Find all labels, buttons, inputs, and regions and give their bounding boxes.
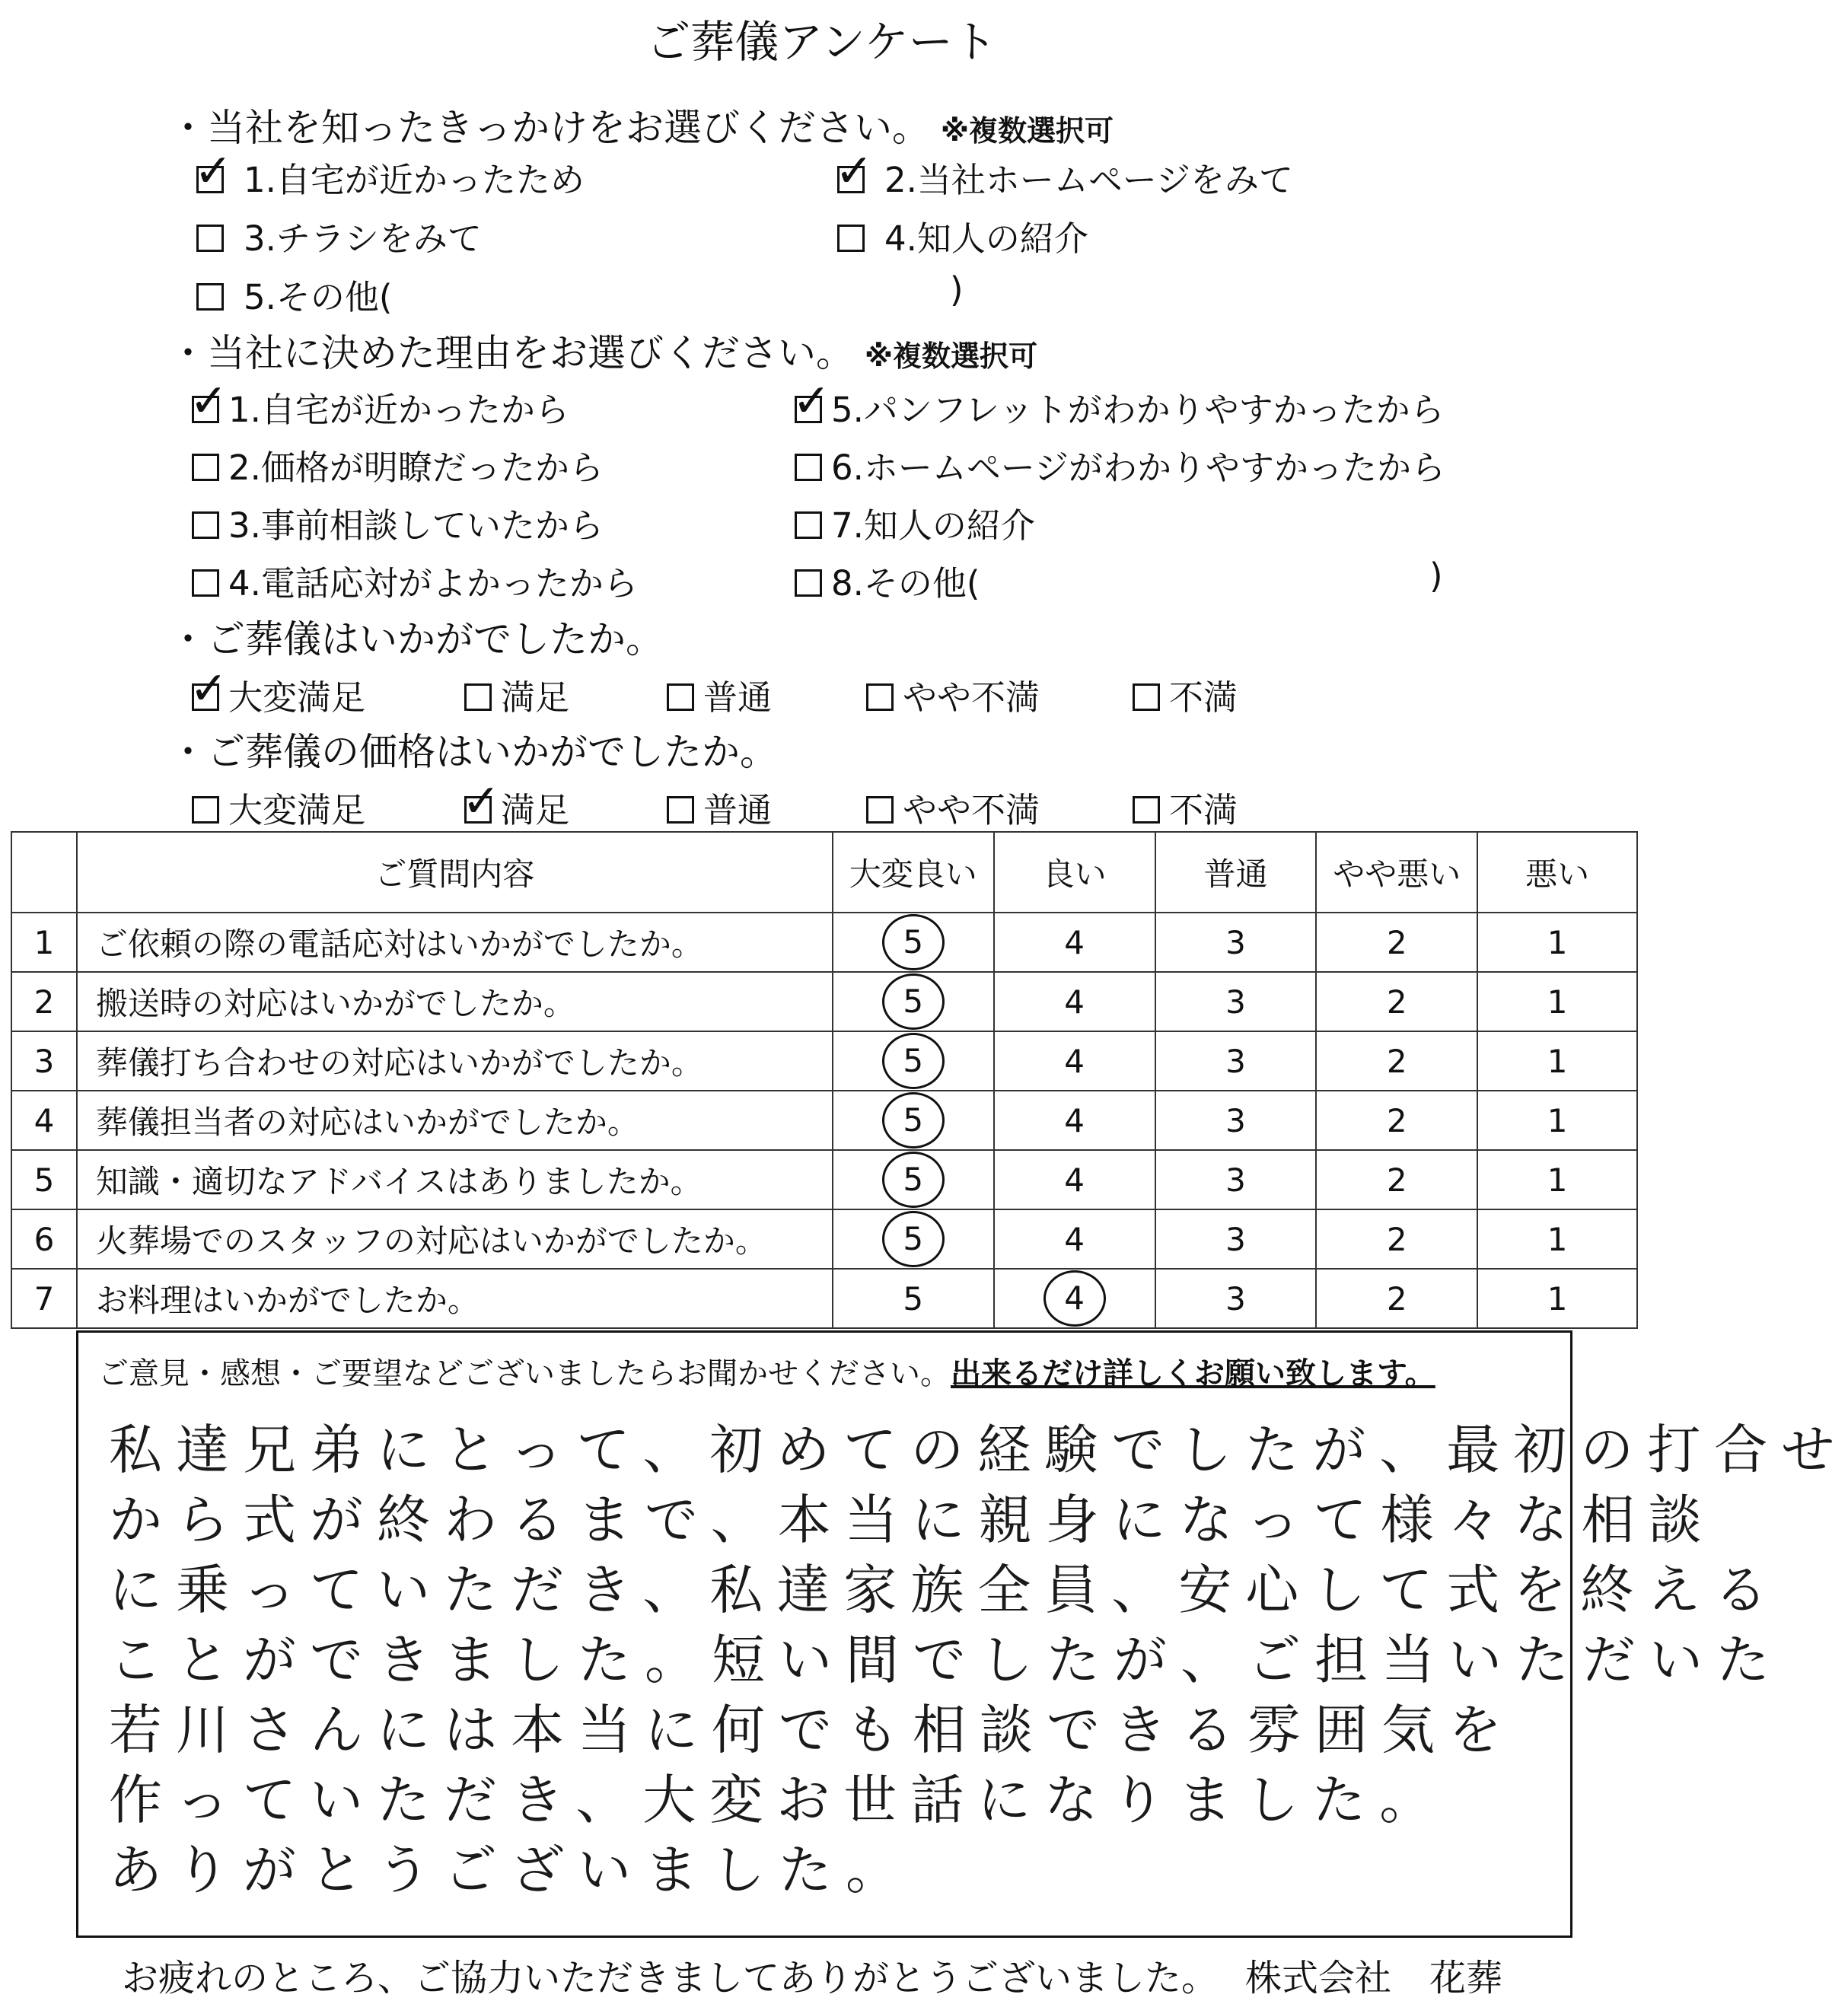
handwritten-line: 作っていただき、大変お世話になりました。 xyxy=(109,1769,1447,1831)
q1-option-2[interactable] xyxy=(835,145,1294,202)
question-2-text: ・当社に決めた理由をお選びください。 xyxy=(169,331,854,375)
checkbox[interactable] xyxy=(795,569,822,597)
row-question: 火葬場でのスタッフの対応はいかがでしたか。 xyxy=(77,1209,833,1269)
score-cell[interactable] xyxy=(994,1031,1155,1091)
comment-prompt xyxy=(98,1349,1435,1393)
q3-option-average[interactable] xyxy=(667,670,772,719)
q2-option-5[interactable] xyxy=(792,374,1445,432)
row-number: 4 xyxy=(11,1091,77,1150)
checkbox[interactable] xyxy=(795,454,822,481)
score-cell[interactable] xyxy=(1155,1031,1317,1091)
q1-option-4[interactable] xyxy=(837,211,1088,260)
q1-other-close-paren: ) xyxy=(950,269,964,310)
q3-option-dissatisfied[interactable] xyxy=(1133,670,1238,719)
question-2-label xyxy=(169,323,1037,378)
score-cell[interactable] xyxy=(833,913,994,972)
question-1-label xyxy=(169,97,1114,152)
q2-option-4[interactable] xyxy=(192,556,638,605)
comment-prompt-text: ご意見・感想・ご要望などございましたらお聞かせください。 xyxy=(98,1356,951,1391)
option-label: 満足 xyxy=(501,677,570,718)
header-question: ご質問内容 xyxy=(77,832,833,913)
option-label: 5.その他( xyxy=(244,277,393,317)
option-label: 大変満足 xyxy=(228,677,366,718)
q2-option-7[interactable] xyxy=(795,498,1035,547)
option-label: 5.パンフレットがわかりやすかったから xyxy=(831,390,1445,430)
score-cell[interactable] xyxy=(833,1150,994,1209)
option-label: 2.価格が明瞭だったから xyxy=(228,448,604,488)
check-mark-icon: ✓ xyxy=(462,775,501,828)
score-option: 1 xyxy=(1547,1101,1568,1139)
score-cell[interactable] xyxy=(833,972,994,1031)
score-option: 3 xyxy=(1225,923,1246,961)
score-cell[interactable] xyxy=(1477,1091,1637,1150)
row-question: お料理はいかがでしたか。 xyxy=(77,1269,833,1328)
table-row xyxy=(11,1209,1637,1269)
check-mark-icon: ✓ xyxy=(792,374,831,428)
score-cell[interactable] xyxy=(1316,913,1477,972)
footer-company-name: 花葬 xyxy=(1429,1957,1503,1999)
selected-score: 5 xyxy=(882,1211,945,1267)
checkbox[interactable] xyxy=(1133,796,1160,824)
q4-option-very-satisfied[interactable] xyxy=(192,782,365,832)
checkbox[interactable] xyxy=(190,662,228,715)
q3-option-very-satisfied[interactable] xyxy=(190,662,366,719)
option-label: 3.チラシをみて xyxy=(244,218,482,259)
checkbox[interactable] xyxy=(464,683,492,711)
handwritten-line: 私達兄弟にとって、初めての経験でしたが、最初の打合せ xyxy=(109,1419,1848,1481)
score-option: 3 xyxy=(1225,1042,1246,1080)
score-cell[interactable] xyxy=(1316,1209,1477,1269)
score-option: 4 xyxy=(1064,1161,1085,1199)
header-number xyxy=(11,832,77,913)
q4-option-dissatisfied[interactable] xyxy=(1133,782,1238,832)
question-3-label: ・ご葬儀はいかがでしたか。 xyxy=(169,617,664,661)
score-option: 4 xyxy=(1064,1101,1085,1139)
option-label: 1.自宅が近かったから xyxy=(228,390,569,430)
checkbox[interactable] xyxy=(196,283,224,311)
q3-option-somewhat-dissatisfied[interactable] xyxy=(866,670,1040,719)
q2-other-close-paren: ) xyxy=(1429,556,1443,596)
score-option: 1 xyxy=(1547,1279,1568,1317)
score-cell[interactable] xyxy=(833,1091,994,1150)
option-label: 大変満足 xyxy=(228,790,366,830)
row-number: 7 xyxy=(11,1269,77,1328)
score-option: 2 xyxy=(1386,1042,1407,1080)
option-label: 4.電話応対がよかったから xyxy=(228,563,638,604)
option-label: 普通 xyxy=(703,677,773,718)
option-label: 満足 xyxy=(501,790,570,830)
handwritten-line: から式が終わるまで、本当に親身になって様々な相談 xyxy=(109,1489,1716,1551)
comment-prompt-emphasis: 出来るだけ詳しくお願い致します。 xyxy=(951,1356,1435,1391)
score-cell[interactable] xyxy=(994,1091,1155,1150)
checkbox[interactable] xyxy=(190,374,228,428)
score-cell[interactable] xyxy=(1316,1091,1477,1150)
score-option: 4 xyxy=(1064,983,1085,1021)
score-cell[interactable] xyxy=(1155,1269,1317,1328)
checkbox[interactable] xyxy=(835,145,874,198)
q4-option-satisfied[interactable] xyxy=(462,775,570,832)
score-cell[interactable] xyxy=(1155,972,1317,1031)
score-option: 4 xyxy=(1064,1220,1085,1258)
header-average: 普通 xyxy=(1155,832,1317,913)
row-number: 2 xyxy=(11,972,77,1031)
q1-option-3[interactable] xyxy=(196,211,482,260)
row-question: 葬儀打ち合わせの対応はいかがでしたか。 xyxy=(77,1031,833,1091)
score-option: 1 xyxy=(1547,1220,1568,1258)
row-number: 3 xyxy=(11,1031,77,1091)
row-question: 知識・適切なアドバイスはありましたか。 xyxy=(77,1150,833,1209)
score-option: 1 xyxy=(1547,983,1568,1021)
option-label: 不満 xyxy=(1169,790,1238,830)
q3-option-satisfied[interactable] xyxy=(464,670,569,719)
score-cell[interactable] xyxy=(1316,1269,1477,1328)
score-option: 2 xyxy=(1386,1161,1407,1199)
header-somewhat-bad: やや悪い xyxy=(1316,832,1477,913)
question-2-note: ※複数選択可 xyxy=(865,339,1037,373)
score-option: 5 xyxy=(903,1279,924,1317)
checkbox[interactable] xyxy=(792,374,831,428)
table-row xyxy=(11,972,1637,1031)
score-cell[interactable] xyxy=(833,1269,994,1328)
score-cell[interactable] xyxy=(1477,972,1637,1031)
option-label: 普通 xyxy=(703,790,773,830)
score-option: 1 xyxy=(1547,1042,1568,1080)
score-cell[interactable] xyxy=(833,1209,994,1269)
selected-score: 5 xyxy=(882,1092,945,1149)
row-number: 1 xyxy=(11,913,77,972)
checkbox[interactable] xyxy=(196,225,224,252)
selected-score: 5 xyxy=(882,1152,945,1208)
q2-option-2[interactable] xyxy=(192,440,604,489)
score-option: 4 xyxy=(1064,1042,1085,1080)
selected-score: 4 xyxy=(1043,1270,1106,1327)
q2-option-6[interactable] xyxy=(795,440,1445,489)
option-label: 3.事前相談していたから xyxy=(228,505,604,546)
footer-company: 株式会社 xyxy=(1245,1957,1392,1999)
row-question: ご依頼の際の電話応対はいかがでしたか。 xyxy=(77,913,833,972)
q4-option-somewhat-dissatisfied[interactable] xyxy=(866,782,1040,832)
score-cell[interactable] xyxy=(1155,1209,1317,1269)
check-mark-icon: ✓ xyxy=(190,374,228,428)
score-cell[interactable] xyxy=(994,972,1155,1031)
score-cell[interactable] xyxy=(994,1269,1155,1328)
score-option: 3 xyxy=(1225,1101,1246,1139)
option-label: 7.知人の紹介 xyxy=(831,505,1035,546)
check-mark-icon: ✓ xyxy=(194,145,233,198)
option-label: 8.その他( xyxy=(831,563,980,604)
handwritten-line: ことができました。短い間でしたが、ご担当いただいた xyxy=(109,1629,1783,1691)
table-row xyxy=(11,1150,1637,1209)
q1-option-1[interactable] xyxy=(194,145,585,202)
question-1-note: ※複数選択可 xyxy=(941,114,1114,148)
checkbox[interactable] xyxy=(837,225,865,252)
checkbox[interactable] xyxy=(866,683,894,711)
score-option: 1 xyxy=(1547,923,1568,961)
option-label: やや不満 xyxy=(903,677,1040,718)
option-label: 2.当社ホームページをみて xyxy=(884,160,1294,200)
row-number: 6 xyxy=(11,1209,77,1269)
checkbox[interactable] xyxy=(795,511,822,539)
score-cell[interactable] xyxy=(1316,1150,1477,1209)
score-cell[interactable] xyxy=(1316,972,1477,1031)
table-row xyxy=(11,1269,1637,1328)
score-cell[interactable] xyxy=(1477,1031,1637,1091)
score-cell[interactable] xyxy=(1477,1150,1637,1209)
checkbox[interactable] xyxy=(866,796,894,824)
handwritten-line: ありがとうございました。 xyxy=(109,1839,913,1901)
option-label: 不満 xyxy=(1169,677,1238,718)
score-cell[interactable] xyxy=(1316,1031,1477,1091)
header-good: 良い xyxy=(994,832,1155,913)
handwritten-line: 若川さんには本当に何でも相談できる雰囲気を xyxy=(109,1699,1515,1761)
checkbox[interactable] xyxy=(462,775,501,828)
score-cell[interactable] xyxy=(994,913,1155,972)
header-bad: 悪い xyxy=(1477,832,1637,913)
selected-score: 5 xyxy=(882,973,945,1030)
checkbox[interactable] xyxy=(667,796,694,824)
checkbox[interactable] xyxy=(192,569,219,597)
table-header-row xyxy=(11,832,1637,913)
q2-option-8[interactable] xyxy=(795,556,980,605)
row-number: 5 xyxy=(11,1150,77,1209)
score-option: 2 xyxy=(1386,923,1407,961)
row-question: 葬儀担当者の対応はいかがでしたか。 xyxy=(77,1091,833,1150)
score-cell[interactable] xyxy=(1155,913,1317,972)
score-option: 1 xyxy=(1547,1161,1568,1199)
option-label: 4.知人の紹介 xyxy=(884,218,1088,259)
check-mark-icon: ✓ xyxy=(835,145,874,198)
score-cell[interactable] xyxy=(1155,1091,1317,1150)
q2-option-1[interactable] xyxy=(190,374,569,432)
checkbox[interactable] xyxy=(192,454,219,481)
comment-box xyxy=(76,1330,1848,1938)
option-label: 6.ホームページがわかりやすかったから xyxy=(831,448,1446,488)
score-cell[interactable] xyxy=(1477,913,1637,972)
score-cell[interactable] xyxy=(994,1209,1155,1269)
checkbox[interactable] xyxy=(192,511,219,539)
q4-option-average[interactable] xyxy=(667,782,772,832)
footer-thanks: お疲れのところ、ご協力いただきましてありがとうございました。 xyxy=(122,1957,1219,1999)
score-option: 2 xyxy=(1386,1101,1407,1139)
question-1-text: ・当社を知ったきっかけをお選びください。 xyxy=(169,106,930,150)
score-cell[interactable] xyxy=(1155,1150,1317,1209)
option-label: やや不満 xyxy=(903,790,1040,830)
table-row xyxy=(11,1031,1637,1091)
score-cell[interactable] xyxy=(1477,1209,1637,1269)
table-row xyxy=(11,913,1637,972)
checkbox[interactable] xyxy=(667,683,694,711)
table-row xyxy=(11,1091,1637,1150)
row-question: 搬送時の対応はいかがでしたか。 xyxy=(77,972,833,1031)
checkbox[interactable] xyxy=(194,145,233,198)
question-4-label: ・ご葬儀の価格はいかがでしたか。 xyxy=(169,730,778,774)
score-option: 2 xyxy=(1386,1220,1407,1258)
score-option: 2 xyxy=(1386,1279,1407,1317)
selected-score: 5 xyxy=(882,914,945,970)
check-mark-icon: ✓ xyxy=(190,662,228,715)
checkbox[interactable] xyxy=(1133,683,1160,711)
score-cell[interactable] xyxy=(833,1031,994,1091)
score-option: 3 xyxy=(1225,1220,1246,1258)
rating-table xyxy=(11,831,1638,1329)
q2-option-3[interactable] xyxy=(192,498,604,547)
page-title: ご葬儀アンケート xyxy=(646,16,997,68)
score-option: 3 xyxy=(1225,983,1246,1021)
score-cell[interactable] xyxy=(1477,1269,1637,1328)
selected-score: 5 xyxy=(882,1033,945,1089)
header-very-good: 大変良い xyxy=(833,832,994,913)
q1-option-5[interactable] xyxy=(196,269,393,319)
handwritten-line: に乗っていただき、私達家族全員、安心して式を終える xyxy=(109,1559,1782,1621)
score-option: 3 xyxy=(1225,1161,1246,1199)
option-label: 1.自宅が近かったため xyxy=(244,160,585,200)
score-cell[interactable] xyxy=(994,1150,1155,1209)
score-option: 4 xyxy=(1064,923,1085,961)
checkbox[interactable] xyxy=(192,796,219,824)
score-option: 2 xyxy=(1386,983,1407,1021)
footer xyxy=(122,1948,1502,2001)
score-option: 3 xyxy=(1225,1279,1246,1317)
